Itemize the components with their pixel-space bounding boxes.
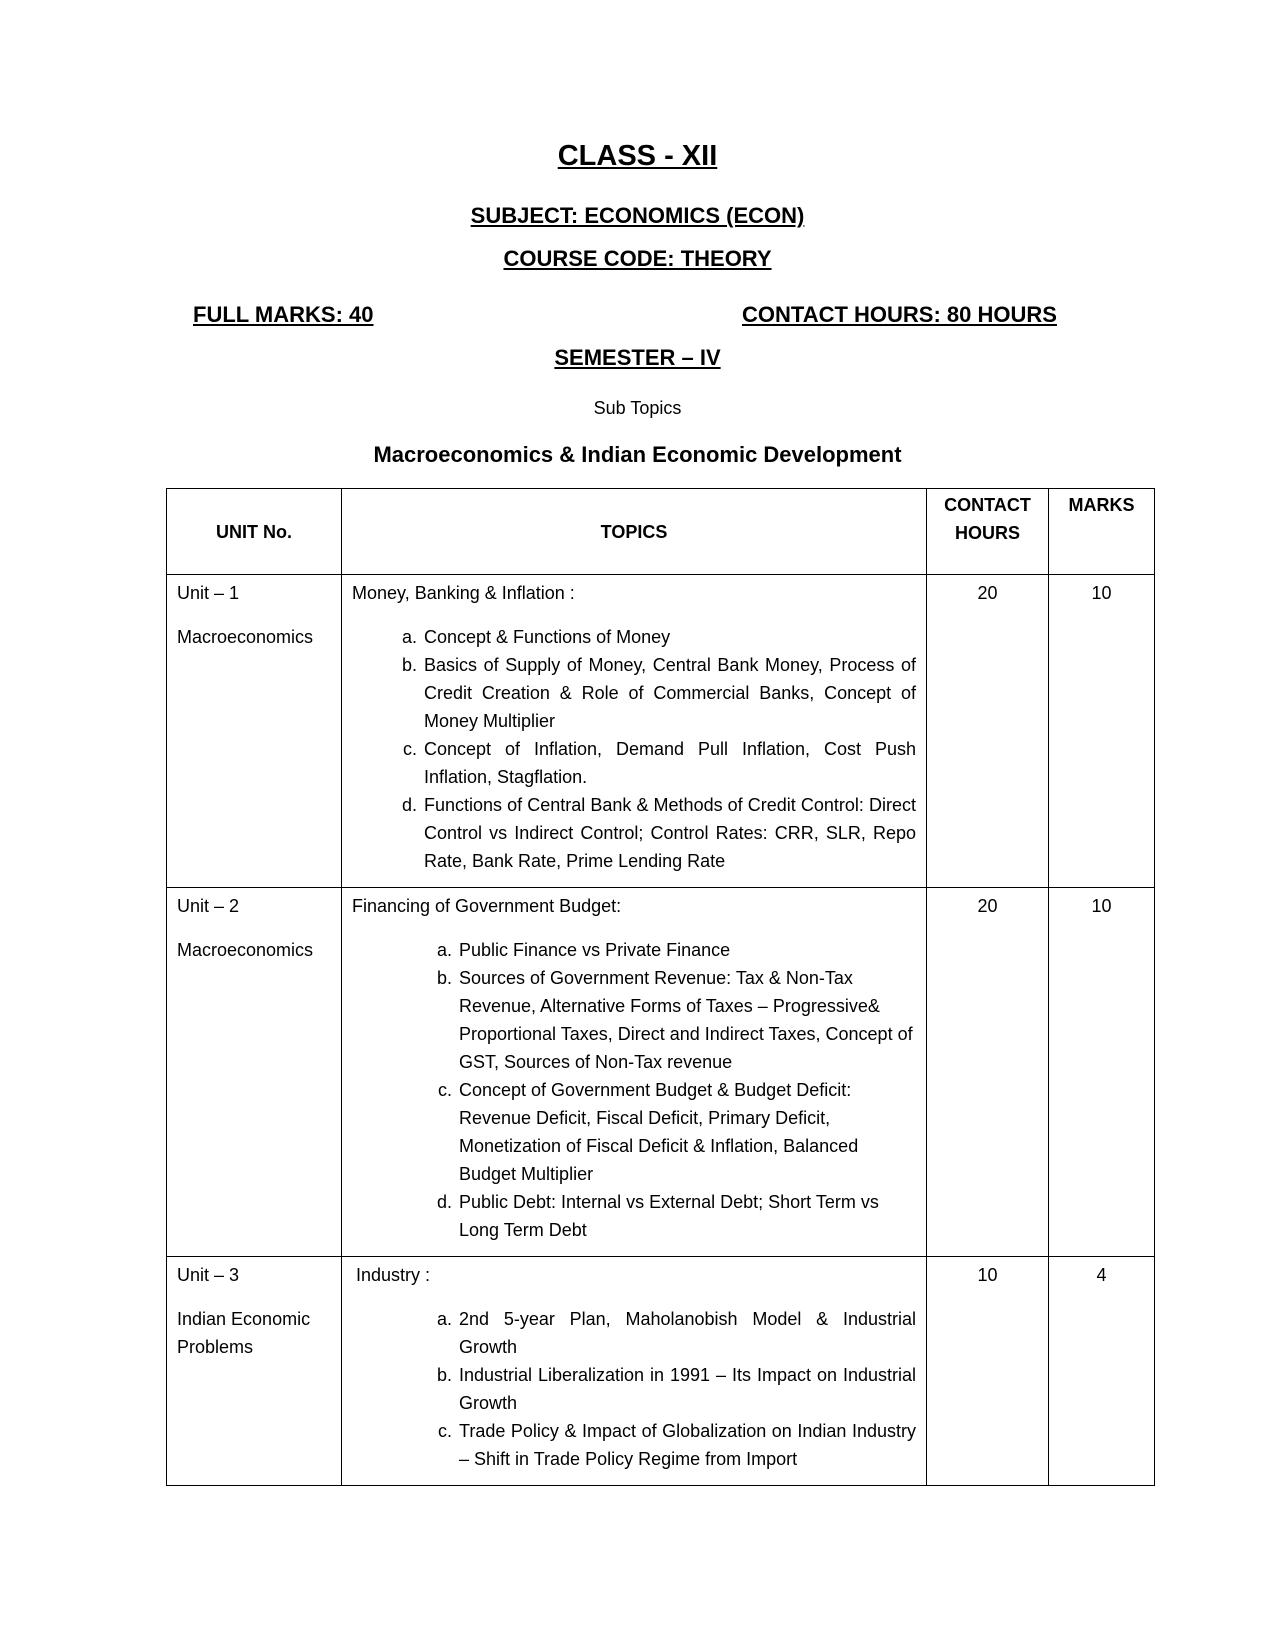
- table-title: Macroeconomics & Indian Economic Development: [373, 442, 902, 467]
- unit-name: Macroeconomics: [177, 940, 314, 960]
- list-item: b. Basics of Supply of Money, Central Bank Money, Process of Credit Creation & Role of Commercial Banks, Concept of Money Multiplier: [422, 651, 916, 735]
- header-unit: UNIT No.: [167, 489, 342, 575]
- list-item: a. 2nd 5-year Plan, Maholanobish Model & Industrial Growth: [457, 1305, 916, 1361]
- list-item: d. Public Debt: Internal vs External Debt; Short Term vs Long Term Debt: [457, 1188, 916, 1244]
- header-topics: TOPICS: [342, 489, 927, 575]
- table-row: [167, 1257, 1155, 1486]
- table-row: [167, 575, 1155, 888]
- contact-hours: CONTACT HOURS: 80 HOURS: [742, 302, 1057, 327]
- table-row: [167, 888, 1155, 1257]
- header-marks: MARKS: [1049, 489, 1155, 575]
- topics-cell: [342, 1257, 927, 1486]
- topic-list: [356, 1305, 916, 1473]
- list-item: c. Concept of Government Budget & Budget Deficit: Revenue Deficit, Fiscal Deficit, Primary Deficit, Monetization of Fiscal Deficit & Inflation, Balanced Budget Multiplier: [457, 1076, 916, 1188]
- sub-topics-label: Sub Topics: [593, 398, 682, 418]
- unit-number: Unit – 2: [177, 896, 240, 916]
- full-marks: FULL MARKS: 40: [193, 302, 374, 327]
- marks-cell: 10: [1049, 888, 1155, 1257]
- semester-heading: SEMESTER – IV: [554, 345, 721, 370]
- unit-name: Indian Economic Problems: [177, 1309, 311, 1357]
- syllabus-table: [166, 488, 1155, 1486]
- unit-name: Macroeconomics: [177, 627, 314, 647]
- course-code-heading: COURSE CODE: THEORY: [503, 246, 772, 271]
- list-item: b. Sources of Government Revenue: Tax & Non-Tax Revenue, Alternative Forms of Taxes – Progressive& Proportional Taxes, Direct and Indirect Taxes, Concept of GST, Sources of Non-Tax revenue: [457, 964, 916, 1076]
- topic-list: [352, 623, 916, 875]
- topic-list: [352, 936, 916, 1244]
- topics-cell: [342, 888, 927, 1257]
- topic-title: Money, Banking & Inflation :: [352, 583, 575, 603]
- list-item: a. Public Finance vs Private Finance: [457, 936, 916, 964]
- list-item: c. Concept of Inflation, Demand Pull Inflation, Cost Push Inflation, Stagflation.: [422, 735, 916, 791]
- topic-title: Financing of Government Budget:: [352, 896, 622, 916]
- list-item: d. Functions of Central Bank & Methods of Credit Control: Direct Control vs Indirect Control; Control Rates: CRR, SLR, Repo Rate, Bank Rate, Prime Lending Rate: [422, 791, 916, 875]
- hours-cell: 20: [927, 575, 1049, 888]
- list-item: c. Trade Policy & Impact of Globalization on Indian Industry – Shift in Trade Policy Regime from Import: [457, 1417, 916, 1473]
- topic-title: Industry :: [356, 1265, 431, 1285]
- list-item: b. Industrial Liberalization in 1991 – Its Impact on Industrial Growth: [457, 1361, 916, 1417]
- unit-cell: [167, 1257, 342, 1486]
- list-item: a. Concept & Functions of Money: [422, 623, 916, 651]
- header-contact-hours: CONTACT HOURS: [927, 489, 1049, 575]
- hours-cell: 20: [927, 888, 1049, 1257]
- topics-cell: [342, 575, 927, 888]
- unit-cell: [167, 888, 342, 1257]
- unit-number: Unit – 1: [177, 583, 240, 603]
- table-header-row: [167, 489, 1155, 575]
- subject-heading: SUBJECT: ECONOMICS (ECON): [470, 203, 805, 228]
- unit-cell: [167, 575, 342, 888]
- marks-cell: 10: [1049, 575, 1155, 888]
- class-title: CLASS - XII: [557, 140, 718, 172]
- hours-cell: 10: [927, 1257, 1049, 1486]
- unit-number: Unit – 3: [177, 1265, 240, 1285]
- marks-cell: 4: [1049, 1257, 1155, 1486]
